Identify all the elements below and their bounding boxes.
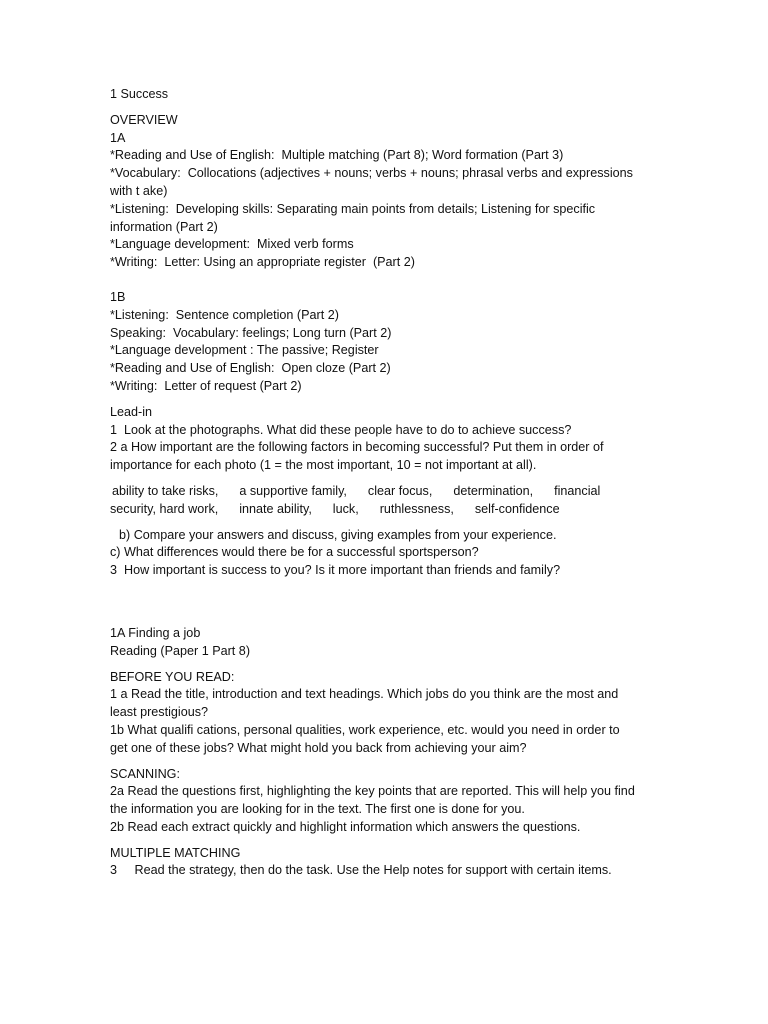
overview-1b-item: *Reading and Use of English: Open cloze (Part 2) bbox=[110, 361, 391, 376]
overview-1a-item: *Listening: Developing skills: Separating main points from details; Listening for specific bbox=[110, 201, 596, 216]
task-text: 2b Read each extract quickly and highlight information which answers the questions. bbox=[110, 819, 581, 834]
task-text: 1b What qualifi cations, personal qualities, work experience, etc. would you need in order to bbox=[110, 722, 620, 737]
overview-1a-item: with t ake) bbox=[110, 183, 168, 198]
leadin-question: 2 a How important are the following factors in becoming successful? Put them in order of bbox=[110, 440, 604, 455]
unit-title: 1 Success bbox=[110, 87, 169, 101]
factors-list: security, hard work, innate ability, luck, ruthlessness, self-confidence bbox=[110, 501, 560, 516]
overview-1b-item: *Writing: Letter of request (Part 2) bbox=[110, 378, 302, 393]
task-text: 2a Read the questions first, highlighting the key points that are reported. This will help you find bbox=[110, 784, 635, 799]
overview-1a-item: *Reading and Use of English: Multiple matching (Part 8); Word formation (Part 3) bbox=[110, 148, 564, 163]
task-text: the information you are looking for in the text. The first one is done for you. bbox=[110, 802, 525, 817]
leadin-question: 3 How important is success to you? Is it more important than friends and family? bbox=[110, 563, 561, 578]
overview-1b-item: *Language development : The passive; Register bbox=[110, 343, 379, 358]
overview-1a-item: information (Part 2) bbox=[110, 219, 218, 234]
task-text: 1 a Read the title, introduction and text headings. Which jobs do you think are the most and bbox=[110, 687, 619, 702]
factors-list: ability to take risks, a supportive family, clear focus, determination, financial bbox=[112, 483, 601, 498]
overview-1a-item: *Language development: Mixed verb forms bbox=[110, 237, 354, 252]
leadin-question: 1 Look at the photographs. What did these people have to do to achieve success? bbox=[110, 422, 572, 437]
overview-1a-item: *Writing: Letter: Using an appropriate register (Part 2) bbox=[110, 255, 415, 270]
section-title: 1A Finding a job bbox=[110, 625, 201, 640]
overview-1a-item: *Vocabulary: Collocations (adjectives + nouns; verbs + nouns; phrasal verbs and expressions bbox=[110, 166, 633, 181]
overview-1b-item: *Listening: Sentence completion (Part 2) bbox=[110, 307, 339, 322]
section-subtitle: Reading (Paper 1 Part 8) bbox=[110, 643, 251, 658]
leadin-heading: Lead-in bbox=[110, 404, 153, 419]
task-text: get one of these jobs? What might hold you back from achieving your aim? bbox=[110, 740, 527, 755]
leadin-question: importance for each photo (1 = the most important, 10 = not important at all). bbox=[110, 458, 537, 473]
task-text: 3 Read the strategy, then do the task. Use the Help notes for support with certain items. bbox=[110, 863, 612, 878]
leadin-question: c) What differences would there be for a successful sportsperson? bbox=[110, 545, 479, 560]
overview-1b-item: Speaking: Vocabulary: feelings; Long turn (Part 2) bbox=[110, 325, 392, 340]
multiple-matching-heading: MULTIPLE MATCHING bbox=[110, 845, 241, 860]
overview-1a-label: 1A bbox=[110, 130, 126, 145]
overview-1b-label: 1B bbox=[110, 289, 126, 304]
scanning-heading: SCANNING: bbox=[110, 766, 180, 781]
document-page bbox=[110, 86, 670, 880]
before-you-read-heading: BEFORE YOU READ: bbox=[110, 669, 235, 684]
overview-heading: OVERVIEW bbox=[110, 112, 178, 127]
leadin-question: b) Compare your answers and discuss, giving examples from your experience. bbox=[119, 527, 557, 542]
task-text: least prestigious? bbox=[110, 705, 209, 720]
